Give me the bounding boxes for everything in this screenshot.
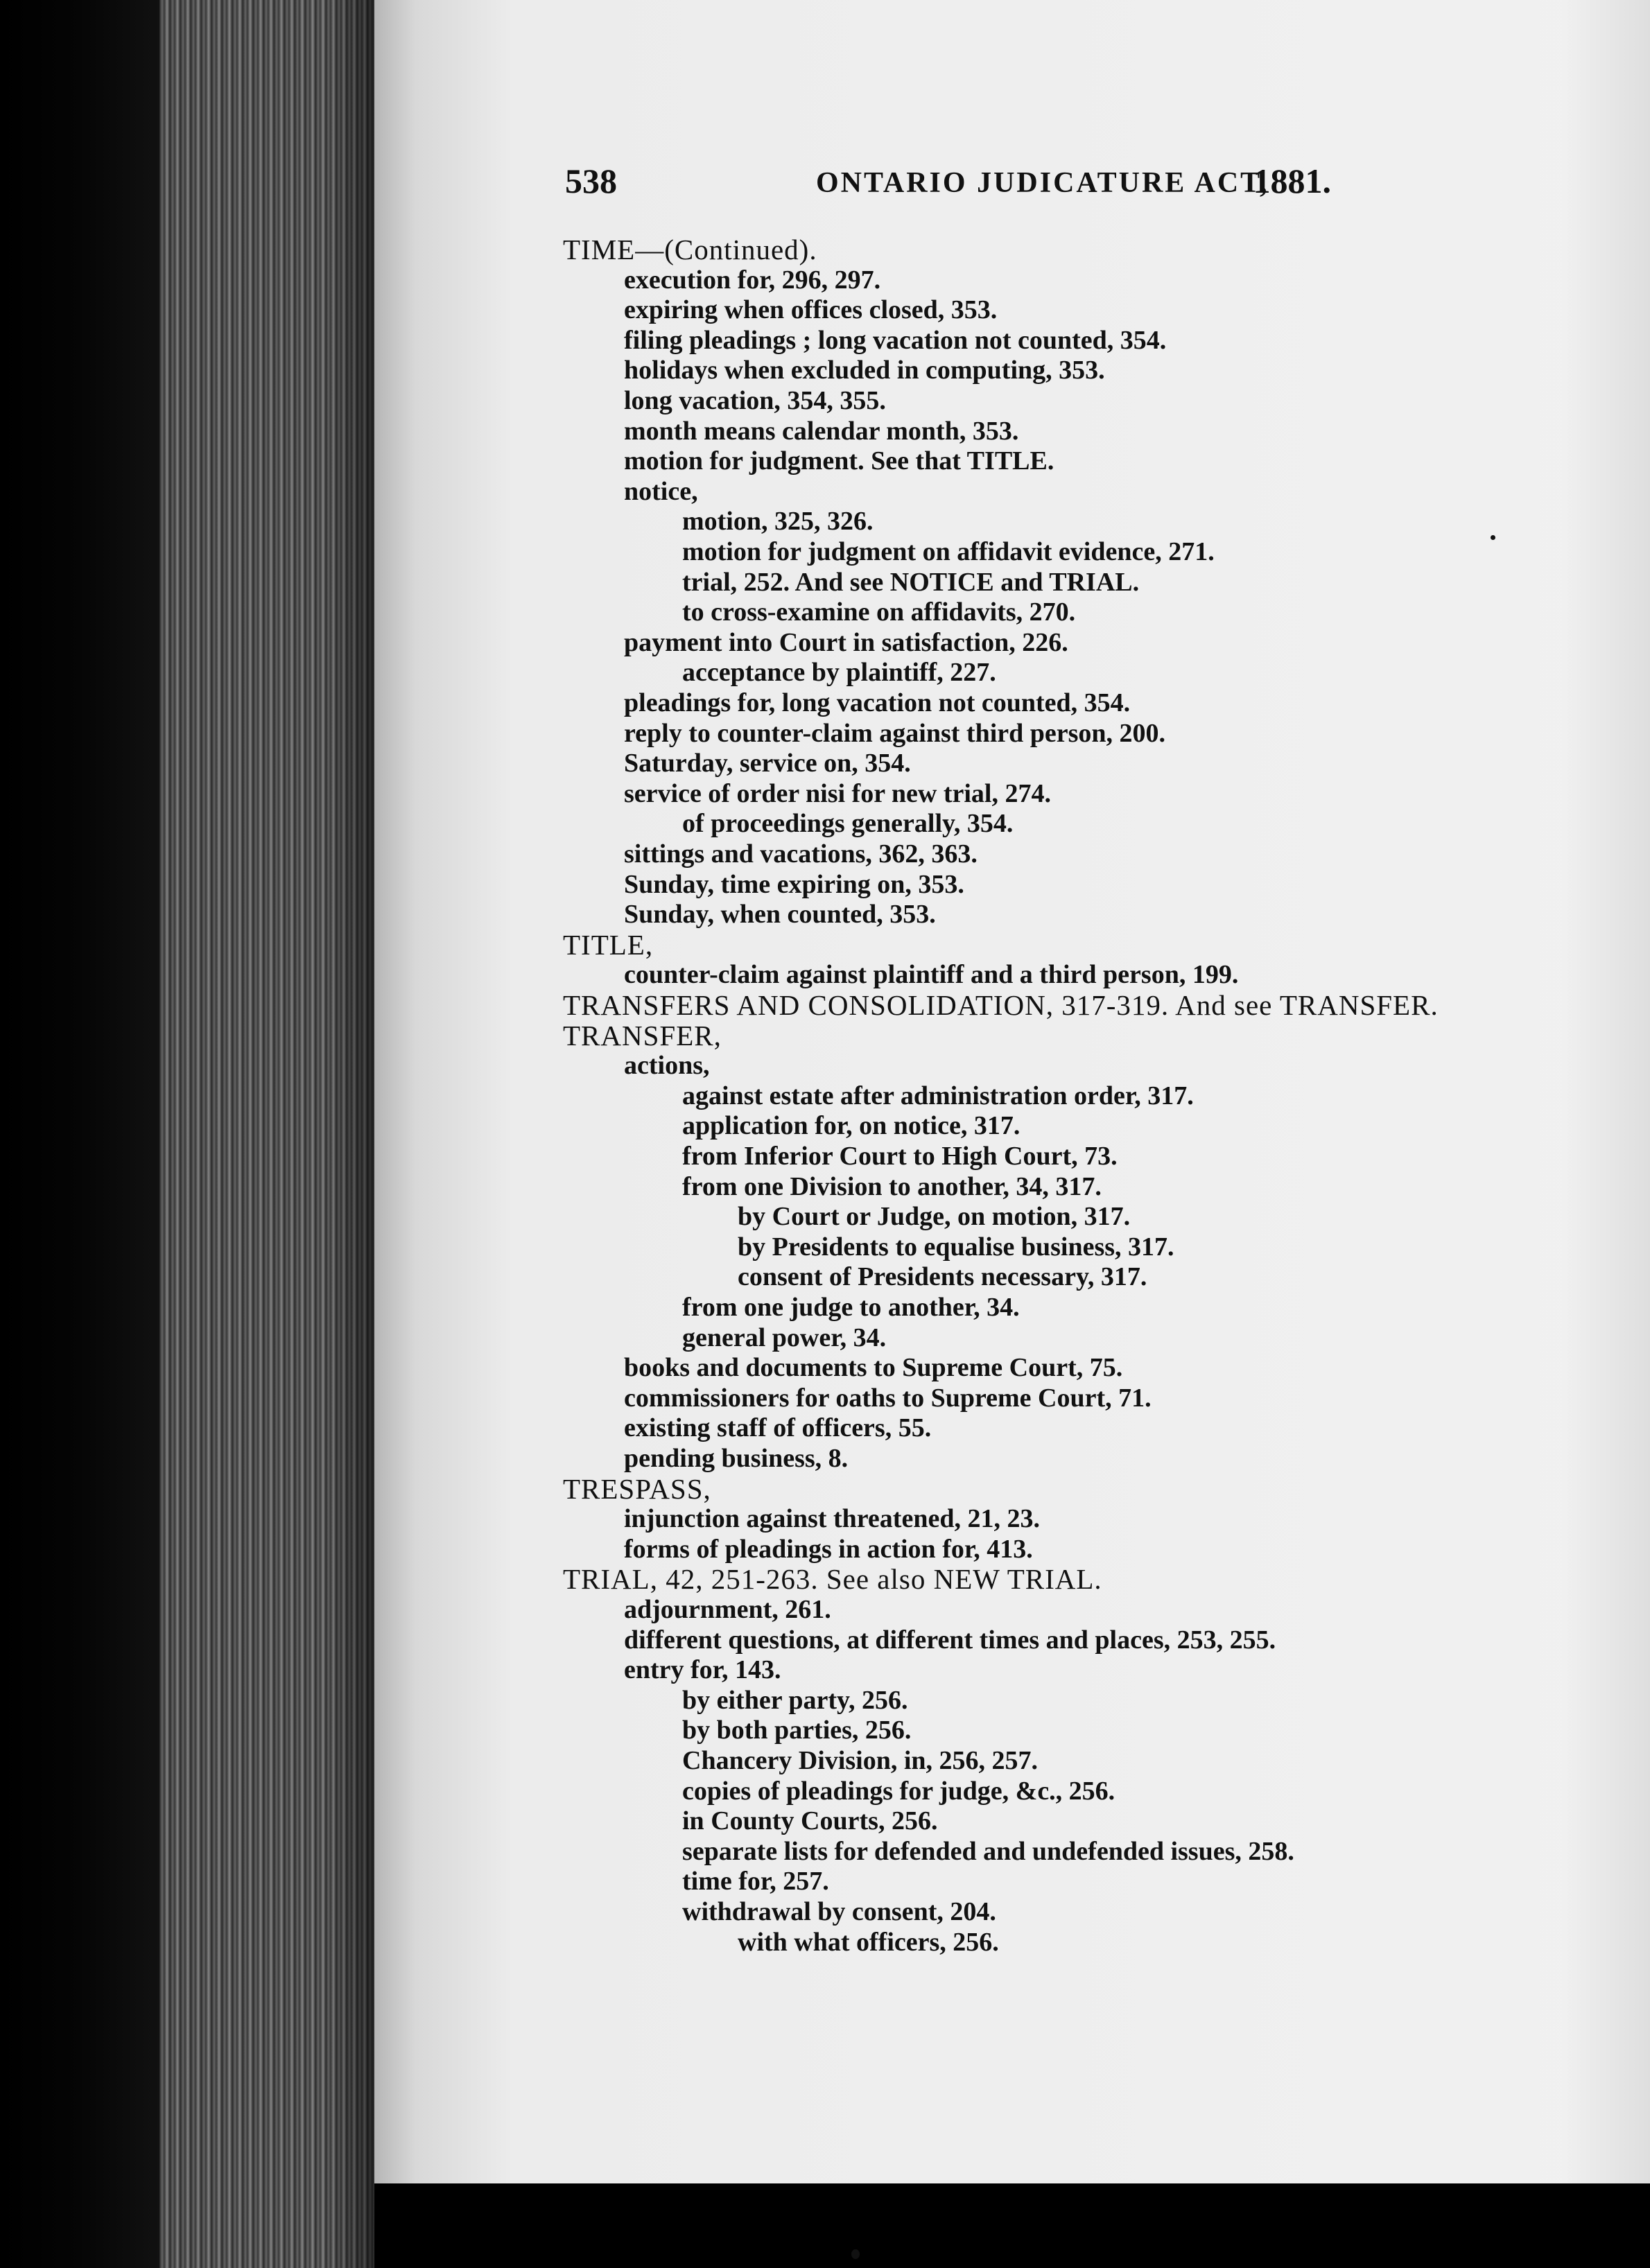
index-entry: from Inferior Court to High Court, 73. [682,1142,1118,1171]
index-entry: commissioners for oaths to Supreme Court, 71. [624,1383,1152,1413]
index-entry: trial, 252. And see NOTICE and TRIAL. [682,567,1140,597]
index-entry: books and documents to Supreme Court, 75. [624,1353,1123,1383]
index-entry: different questions, at different times and places, 253, 255. [624,1625,1276,1655]
scan-speck [851,2249,860,2259]
running-title: ONTARIO JUDICATURE ACT, [816,167,1269,199]
index-entry: forms of pleadings in action for, 413. [624,1534,1033,1564]
index-entry: holidays when excluded in computing, 353. [624,356,1105,385]
index-entry: motion for judgment. See that TITLE. [624,446,1054,476]
index-entry: notice, [624,476,698,506]
index-entry: Sunday, when counted, 353. [624,900,936,930]
page-number: 538 [565,162,617,200]
index-heading: TIME—(Continued). [563,234,817,265]
index-entry: by either party, 256. [682,1685,908,1715]
index-heading: TRESPASS, [563,1472,711,1505]
index-entry: by Presidents to equalise business, 317. [738,1232,1174,1262]
running-header [565,161,1331,209]
index-entry: reply to counter-claim against third person, 200. [624,718,1166,748]
index-entry: with what officers, 256. [738,1927,999,1957]
index-entry: by Court or Judge, on motion, 317. [738,1202,1131,1232]
dark-bottom-margin [374,2183,1650,2268]
index-entry: copies of pleadings for judge, &c., 256. [682,1776,1115,1806]
index-entry: counter-claim against plaintiff and a third person, 199. [624,960,1239,990]
index-entry: sittings and vacations, 362, 363. [624,839,978,869]
gutter-shadow [326,0,381,2268]
index-entry: payment into Court in satisfaction, 226. [624,627,1068,657]
index-entry: of proceedings generally, 354. [682,809,1014,839]
index-entry: pleadings for, long vacation not counted, 354. [624,688,1131,717]
page-shading [1560,0,1650,2183]
index-entry: long vacation, 354, 355. [624,386,886,415]
index-heading: TITLE, [563,928,654,961]
index-entry: to cross-examine on affidavits, 270. [682,597,1076,627]
scan-speck [1491,535,1495,540]
index-entry: Chancery Division, in, 256, 257. [682,1746,1039,1775]
index-entry: actions, [624,1051,710,1081]
index-entry: consent of Presidents necessary, 317. [738,1262,1147,1292]
index-entry: by both parties, 256. [682,1716,912,1745]
index-entry: general power, 34. [682,1323,887,1352]
index-entry: time for, 257. [682,1867,829,1896]
index-entry: month means calendar month, 353. [624,416,1019,446]
index-entry: motion, 325, 326. [682,507,874,537]
index-entry: existing staff of officers, 55. [624,1413,932,1443]
index-entry: withdrawal by consent, 204. [682,1897,996,1926]
index-entry: from one judge to another, 34. [682,1293,1020,1322]
index-entry: motion for judgment on affidavit evidence, 271. [682,537,1215,566]
header-year: 1881. [1253,162,1331,200]
index-entry: from one Division to another, 34, 317. [682,1171,1102,1201]
index-entry: against estate after administration order, 317. [682,1081,1194,1110]
index-entry: adjournment, 261. [624,1595,831,1624]
index-entry: injunction against threatened, 21, 23. [624,1504,1040,1534]
index-heading: TRANSFER, [563,1019,722,1052]
index-entry: Saturday, service on, 354. [624,749,911,778]
index-heading: TRIAL, 42, 251-263. See also NEW TRIAL. [563,1563,1102,1596]
index-entry: filing pleadings ; long vacation not counted, 354. [624,325,1167,355]
index-entry: acceptance by plaintiff, 227. [682,658,996,688]
index-entry: Sunday, time expiring on, 353. [624,869,964,899]
index-entry: entry for, 143. [624,1655,781,1685]
dark-left-margin [0,0,159,2268]
index-entry: in County Courts, 256. [682,1806,938,1836]
index-entry: service of order nisi for new trial, 274. [624,778,1051,808]
index-entry: separate lists for defended and undefended issues, 258. [682,1836,1294,1866]
index-entry: expiring when offices closed, 353. [624,295,998,325]
index-entry: pending business, 8. [624,1444,849,1473]
index-heading: TRANSFERS AND CONSOLIDATION, 317-319. And see TRANSFER. [563,989,1439,1021]
index-entry: execution for, 296, 297. [624,265,881,295]
index-entry: application for, on notice, 317. [682,1111,1021,1141]
